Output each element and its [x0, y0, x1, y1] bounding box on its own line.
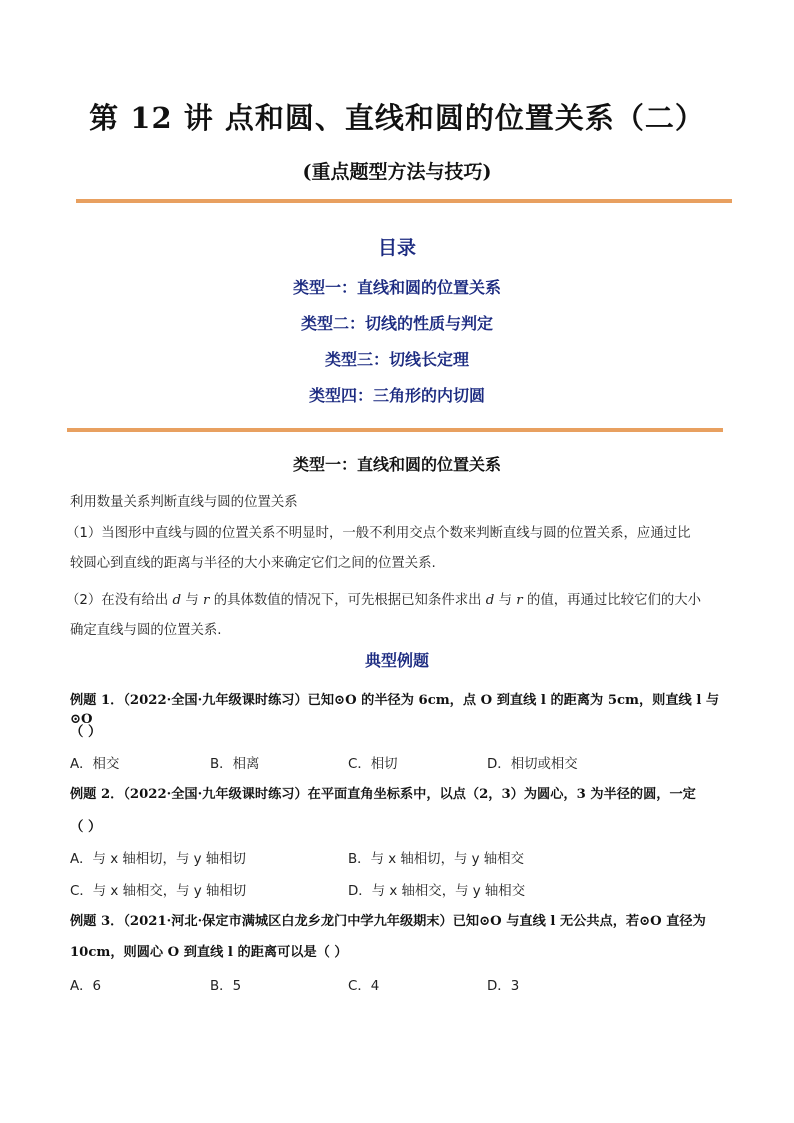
question-2-text: 例题 2．（2022·全国·九年级课时练习）在平面直角坐标系中，以点（2，3）为圆心，3 为半径的圆，一定: [70, 787, 696, 802]
toc-item-2[interactable]: 类型二：切线的性质与判定: [300, 314, 493, 333]
toc-item-3[interactable]: 类型三：切线长定理: [324, 350, 469, 369]
question-3-text: 例题 3．（2021·河北·保定市满城区白龙乡龙门中学九年级期末）已知⊙O 与直线 l 无公共点，若⊙O 直径为: [70, 914, 706, 929]
examples-heading: 典型例题: [364, 651, 429, 670]
toc-item-1[interactable]: 类型一：直线和圆的位置关系: [292, 278, 501, 297]
page-title: 第 12 讲 点和圆、直线和圆的位置关系（二）: [89, 101, 705, 135]
toc-title: 目录: [377, 237, 416, 259]
toc-item-4[interactable]: 类型四：三角形的内切圆: [308, 386, 485, 405]
question-3-option-a[interactable]: A．6: [70, 979, 102, 994]
question-3-text-line-2: 10cm，则圆心 O 到直线 l 的距离可以是（ ）: [70, 945, 348, 960]
question-2-option-a[interactable]: A．与 x 轴相切，与 y 轴相切: [70, 852, 246, 867]
question-2-option-b[interactable]: B．与 x 轴相切，与 y 轴相交: [348, 852, 524, 867]
divider-top: [76, 199, 732, 203]
divider-bottom: [67, 428, 723, 432]
question-2-option-c[interactable]: C．与 x 轴相交，与 y 轴相切: [70, 884, 247, 899]
point-2-line-2: 确定直线与圆的位置关系.: [70, 623, 222, 638]
question-1-blank: （ ）: [70, 724, 102, 740]
question-3-option-d[interactable]: D．3: [487, 979, 520, 994]
section-heading: 类型一：直线和圆的位置关系: [292, 455, 501, 474]
point-1-line-1: （1）当图形中直线与圆的位置关系不明显时，一般不利用交点个数来判断直线与圆的位置关系，应通过比: [66, 526, 691, 541]
intro-text: 利用数量关系判断直线与圆的位置关系: [70, 495, 298, 510]
question-1-option-b[interactable]: B．相离: [210, 757, 260, 772]
page-subtitle: (重点题型方法与技巧): [302, 161, 492, 183]
question-1-text: 例题 1．（2022·全国·九年级课时练习）已知⊙O 的半径为 6cm，点 O 到直线 l 的距离为 5cm，则直线 l 与⊙O: [70, 693, 720, 727]
question-2-blank: （ ）: [70, 819, 102, 835]
question-2-option-d[interactable]: D．与 x 轴相交，与 y 轴相交: [348, 884, 526, 899]
question-3-option-c[interactable]: C．4: [348, 979, 380, 994]
question-1-option-c[interactable]: C．相切: [348, 757, 398, 772]
point-2-line-1: （2）在没有给出 d 与 r 的具体数值的情况下，可先根据已知条件求出 d 与 r 的值，再通过比较它们的大小: [66, 593, 702, 608]
question-3-option-b[interactable]: B．5: [210, 979, 242, 994]
point-1-line-2: 较圆心到直线的距离与半径的大小来确定它们之间的位置关系.: [70, 556, 436, 571]
question-1-option-a[interactable]: A．相交: [70, 757, 120, 772]
question-1-option-d[interactable]: D．相切或相交: [487, 757, 578, 772]
